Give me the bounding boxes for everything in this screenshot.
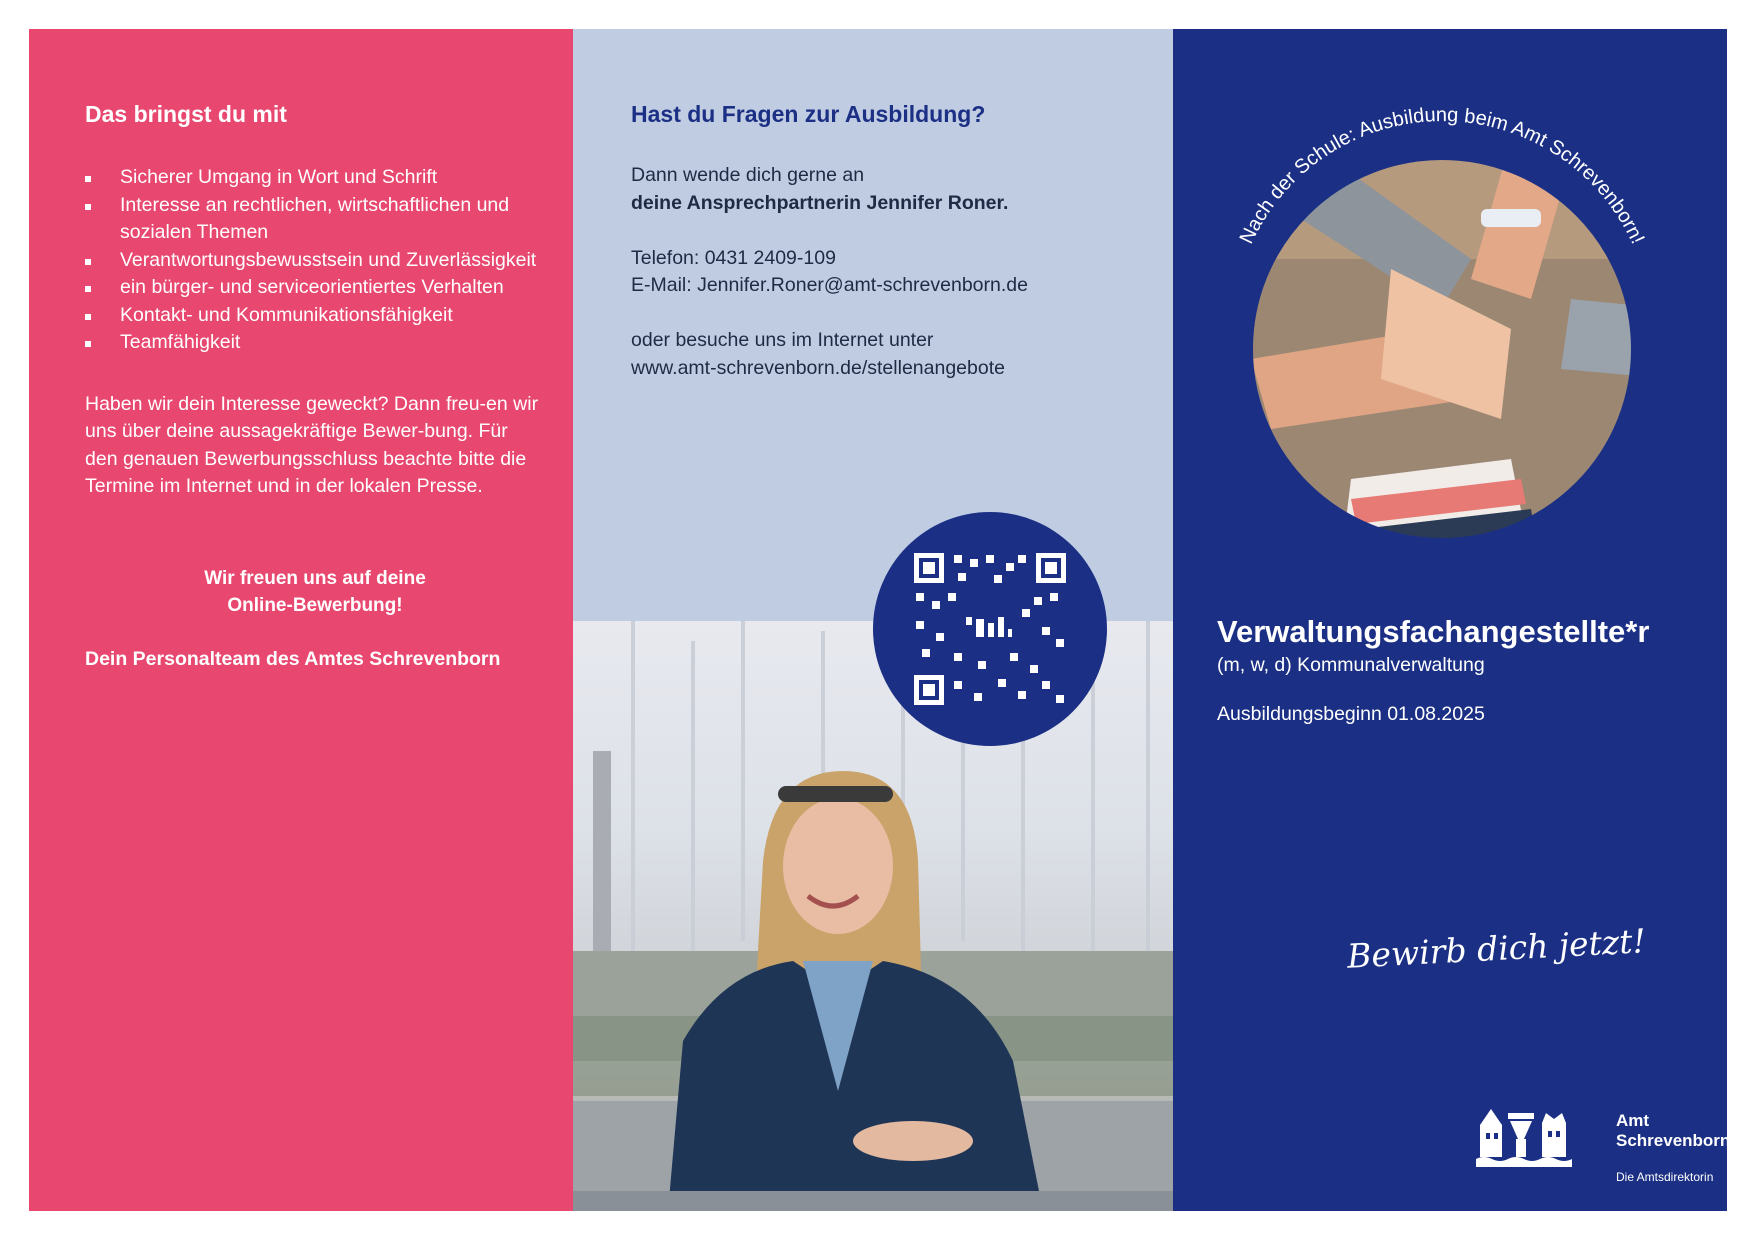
- list-item: Interesse an rechtlichen, wirtschaftlichen und sozialen Themen: [85, 192, 545, 247]
- contact-panel: [573, 29, 1173, 1211]
- list-item: Sicherer Umgang in Wort und Schrift: [85, 164, 545, 192]
- job-title: Verwaltungsfachangestellte*r: [1217, 614, 1650, 649]
- email-address[interactable]: E-Mail: Jennifer.Roner@amt-schrevenborn.de: [631, 274, 1028, 296]
- contact-intro: Dann wende dich gerne an: [631, 164, 865, 186]
- logo-line-2: Schrevenborn: [1616, 1131, 1731, 1150]
- apply-now-script: Bewirb dich jetzt!: [1346, 921, 1647, 976]
- requirements-heading: Das bringst du mit: [85, 101, 287, 127]
- interest-paragraph: Haben wir dein Interesse geweckt? Dann freu-en wir uns über deine aussagekräftige Bewer-bung. Für den genauen Bewerbungsschluss beachte bitte die Termine im Internet und in der lokalen Presse.: [85, 392, 539, 497]
- hands-photo: [1211, 99, 1673, 561]
- logo-line-1: Amt: [1616, 1111, 1650, 1130]
- web-link[interactable]: www.amt-schrevenborn.de/stellenangebote: [631, 356, 1005, 379]
- list-item: ein bürger- und serviceorientiertes Verhalten: [85, 274, 545, 302]
- logo-wordmark: [1616, 1111, 1730, 1151]
- list-item: Teamfähigkeit: [85, 329, 545, 357]
- list-item: Verantwortungsbewusstsein und Zuverlässigkeit: [85, 247, 545, 275]
- cta-line-1: Wir freuen uns auf deine: [204, 567, 426, 589]
- cta-text: [85, 565, 545, 620]
- contact-person: deine Ansprechpartnerin Jennifer Roner.: [631, 191, 1009, 214]
- amt-schrevenborn-logo-icon: [1476, 1105, 1600, 1169]
- logo-subtitle: Die Amtsdirektorin: [1616, 1170, 1714, 1184]
- contact-heading: Hast du Fragen zur Ausbildung?: [631, 101, 986, 127]
- list-item: Kontakt- und Kommunikationsfähigkeit: [85, 302, 545, 330]
- cta-line-2: Online-Bewerbung!: [227, 595, 403, 616]
- title-panel: [1173, 29, 1731, 1211]
- requirements-list: [85, 164, 545, 357]
- qr-code-icon[interactable]: [914, 553, 1066, 705]
- web-intro: oder besuche uns im Internet unter: [631, 329, 934, 351]
- woman-photo: [573, 621, 1173, 1211]
- signature: Dein Personalteam des Amtes Schrevenborn: [85, 647, 501, 670]
- phone-number: Telefon: 0431 2409-109: [631, 246, 836, 269]
- arc-text: Nach der Schule: Ausbildung beim Amt Schrevenborn!: [1235, 104, 1649, 248]
- start-date: Ausbildungsbeginn 01.08.2025: [1217, 703, 1485, 725]
- contact-info: [573, 29, 1173, 621]
- flyer-sheet: [29, 29, 1731, 1211]
- job-subtitle: (m, w, d) Kommunalverwaltung: [1217, 654, 1485, 676]
- requirements-panel: [29, 29, 573, 1211]
